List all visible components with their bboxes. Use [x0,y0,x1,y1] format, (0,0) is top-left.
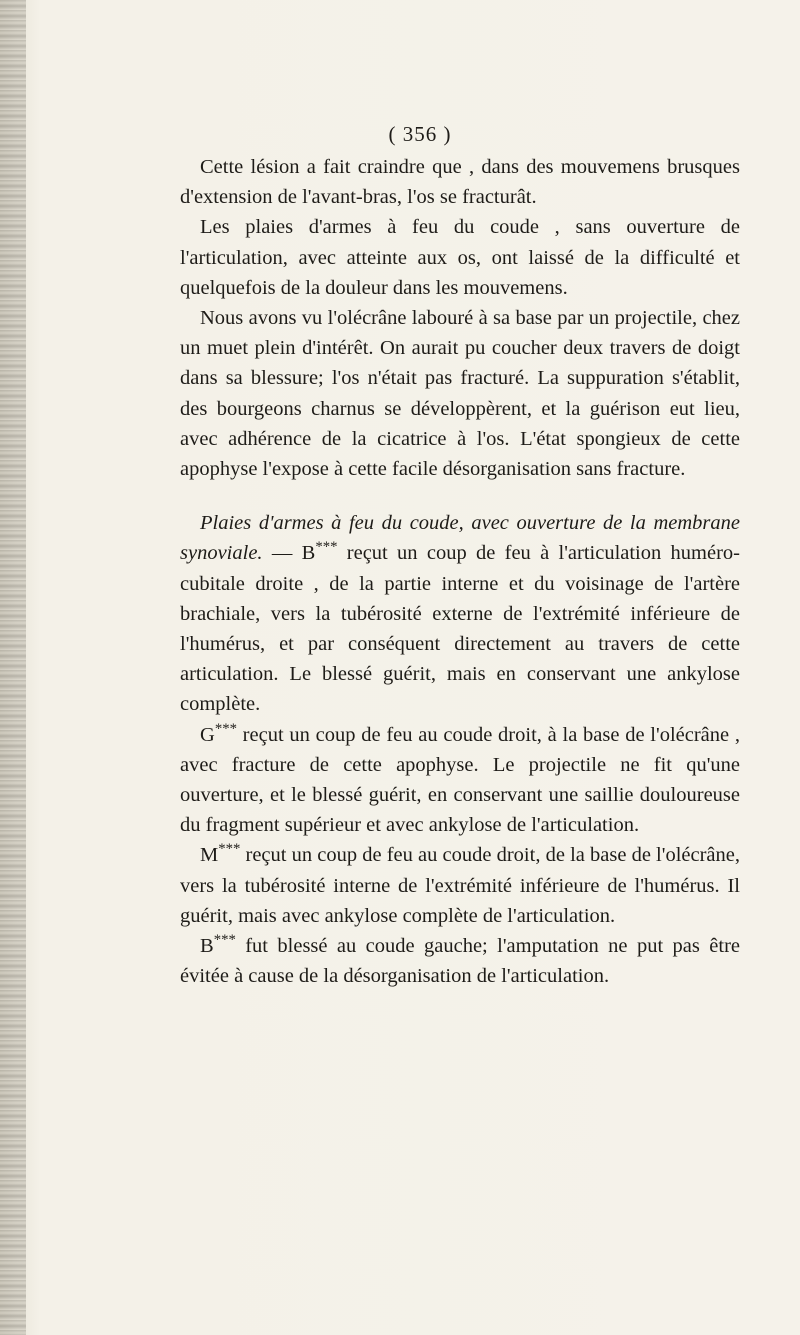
paragraph-3 [180,303,740,484]
paragraph-1-text: Cette lésion a fait craindre que , dans des mouvemens brusques d'extension de l'avant-bras, l'os se fracturât. [180,156,740,209]
paragraph-6-text: reçut un coup de feu au coude droit, de la base de l'olécrâne, vers la tubérosité interne de l'extrémité inférieure de l'humérus. Il guérit, mais avec ankylose complète de l'articulation. [180,844,740,927]
paragraph-5 [180,720,740,841]
paragraph-1 [180,152,740,212]
paragraph-5-text: reçut un coup de feu au coude droit, à la base de l'olécrâne , avec fracture de cette apophyse. Le projectile ne fit qu'une ouverture, et le blessé guérit, en conservant une saillie douloureuse du fragment supérieur et avec ankylose de l'articulation. [180,723,740,837]
paragraph-7 [180,931,740,991]
paragraph-7-stars: *** [213,931,236,948]
body-text [180,152,740,991]
page-number: ( 356 ) [388,122,452,146]
paragraph-7-text: fut blessé au coude gauche; l'amputation ne put pas être évitée à cause de la désorganisation de l'articulation. [180,935,740,988]
paragraph-6-stars: *** [218,841,241,858]
paragraph-3-text: Nous avons vu l'olécrâne labouré à sa base par un projectile, chez un muet plein d'intérêt. On aurait pu coucher deux travers de doigt dans sa blessure; l'os n'était pas fracturé. La suppuration s'établit, des bourgeons charnus se développèrent, et la guérison eut lieu, avec adhérence de la cicatrice à l'os. L'état spongieux de cette apophyse l'expose à cette facile désorganisation sans fracture. [180,307,740,481]
paragraph-5-stars: *** [214,720,237,737]
paragraph-6 [180,840,740,931]
paragraph-4-stars: *** [315,539,338,556]
paragraph-4-lead: — B [271,542,316,565]
section-heading: Plaies d'armes à feu du coude, avec ouverture de la membrane synoviale. [180,512,740,565]
book-binding-edge [0,0,26,1335]
paragraph-4-text: reçut un coup de feu à l'articulation huméro-cubitale droite , de la partie interne et du voisinage de l'artère brachiale, vers la tubérosité externe de l'extrémité inférieure de l'humérus, et par conséquent directement au travers de cette articulation. Le blessé guérit, mais en conservant une ankylose complète. [180,542,740,716]
paragraph-7-lead: B [200,935,214,958]
paragraph-6-lead: M [200,844,219,867]
paragraph-4-section [180,508,740,719]
paragraph-5-lead: G [200,723,215,746]
paragraph-2-text: Les plaies d'armes à feu du coude , sans ouverture de l'articulation, avec atteinte aux os, ont laissé de la difficulté et quelquefois de la douleur dans les mouvemens. [180,216,740,299]
paragraph-2 [180,212,740,303]
